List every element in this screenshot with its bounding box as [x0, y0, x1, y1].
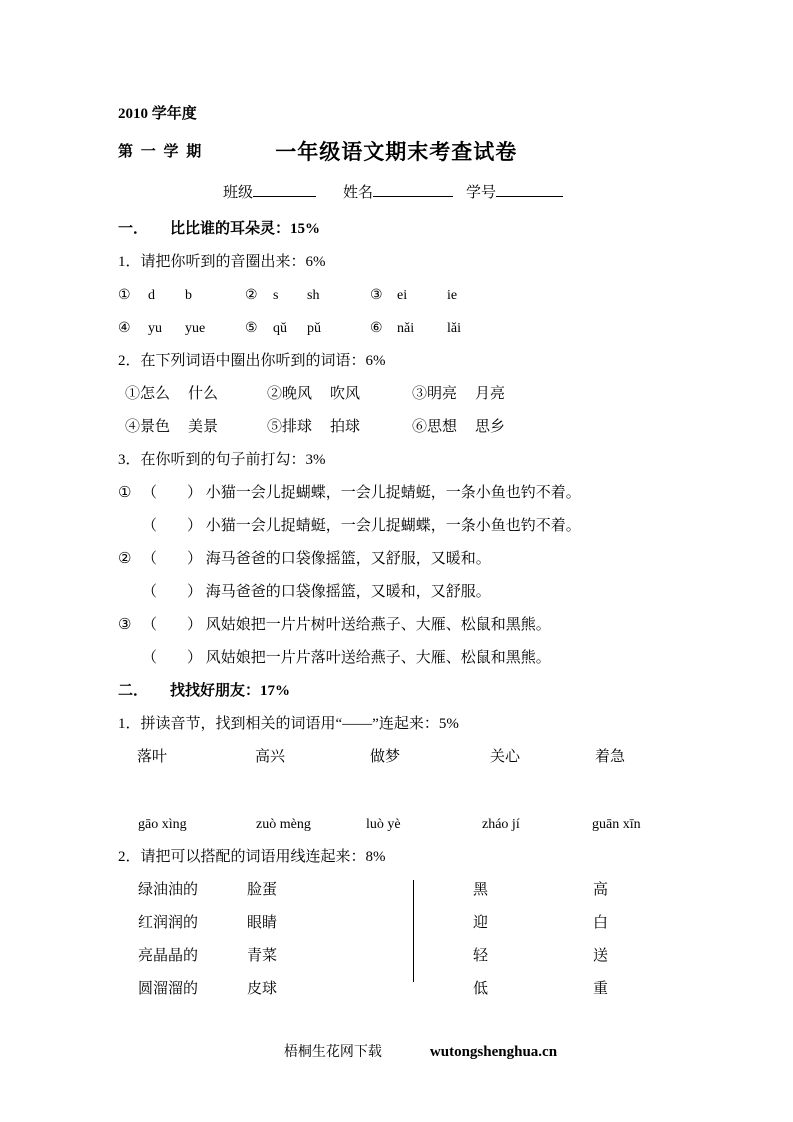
pairing-row — [118, 940, 723, 973]
item-number: ⑤ — [245, 321, 258, 336]
pairing-row — [118, 907, 723, 940]
word-option: 吹风 — [330, 386, 361, 402]
sound-option: sh — [307, 288, 320, 303]
section1-q1-label: 1．请把你听到的音圈出来：6% — [118, 254, 326, 270]
section2-number: 二． — [118, 683, 149, 699]
sentence-row — [118, 609, 723, 642]
sound-options-row-2 — [118, 312, 723, 345]
sentence-text: （ ） 海马爸爸的口袋像摇篮，又暖和，又舒服。 — [142, 584, 491, 600]
footer-site-name: 梧桐生花网下载 — [283, 1045, 382, 1060]
name-label: 姓名 — [343, 185, 374, 201]
word-option: ⑥思想 — [412, 419, 458, 435]
pair-word: 轻 — [473, 948, 489, 964]
match-word: 高兴 — [255, 749, 286, 765]
match-word: 做梦 — [370, 749, 401, 765]
item-number: ④ — [118, 321, 131, 336]
pair-word: 青菜 — [247, 948, 278, 964]
section1-number: 一． — [118, 221, 149, 237]
sentence-number — [118, 510, 142, 543]
title-row — [118, 131, 723, 173]
pairing-row — [118, 874, 723, 907]
footer-site-url: wutongshenghua.cn — [429, 1044, 558, 1060]
pinyin-syllable: zháo jí — [482, 817, 520, 832]
sentence-row — [118, 642, 723, 675]
pinyin-syllable: luò yè — [366, 817, 401, 832]
sentence-text: （ ） 风姑娘把一片片落叶送给燕子、大雁、松鼠和黑熊。 — [142, 650, 551, 666]
pair-word: 皮球 — [247, 981, 278, 997]
item-number: ③ — [370, 288, 383, 303]
student-id-label: 学号 — [466, 185, 497, 201]
item-number: ① — [118, 288, 131, 303]
sound-option: d — [148, 288, 155, 303]
sentence-row — [118, 543, 723, 576]
pair-word: 绿油油的 — [138, 882, 199, 898]
section1-q3-label: 3．在你听到的句子前打勾：3% — [118, 452, 326, 468]
pair-word: 黑 — [473, 882, 489, 898]
word-option: ⑤排球 — [267, 419, 313, 435]
sound-option: ei — [397, 288, 408, 303]
pair-word: 圆溜溜的 — [138, 981, 199, 997]
pinyin-syllable: gāo xìng — [138, 817, 187, 832]
pair-word: 眼睛 — [247, 915, 278, 931]
match-word: 落叶 — [137, 749, 168, 765]
sentence-number — [118, 642, 142, 675]
word-option: 月亮 — [475, 386, 506, 402]
section2-q2-label: 2．请把可以搭配的词语用线连起来：8% — [118, 849, 386, 865]
pinyin-row — [118, 808, 723, 841]
word-option: 拍球 — [330, 419, 361, 435]
sentence-number: ③ — [118, 617, 132, 633]
pinyin-syllable: zuò mèng — [256, 817, 311, 832]
sound-options-row-1 — [118, 279, 723, 312]
class-label: 班级 — [223, 185, 254, 201]
word-option: ④景色 — [125, 419, 171, 435]
sentence-number: ① — [118, 485, 132, 501]
pinyin-syllable: guān xīn — [592, 817, 641, 832]
sentence-row — [118, 510, 723, 543]
word-option: ③明亮 — [412, 386, 458, 402]
word-option: 什么 — [188, 386, 219, 402]
page-title: 一年级语文期末考查试卷 — [275, 140, 518, 164]
sound-option: pǔ — [307, 321, 321, 336]
pairing-row — [118, 973, 723, 1006]
name-blank-line — [373, 181, 453, 197]
sentence-text: （ ） 风姑娘把一片片树叶送给燕子、大雁、松鼠和黑熊。 — [142, 617, 551, 633]
pair-word: 红润润的 — [138, 915, 199, 931]
word-option: 思乡 — [475, 419, 506, 435]
word-option: ①怎么 — [125, 386, 171, 402]
sentence-number — [118, 576, 142, 609]
sentence-number: ② — [118, 551, 132, 567]
match-word: 着急 — [595, 749, 626, 765]
sound-option: ie — [447, 288, 458, 303]
student-info-row — [223, 173, 723, 213]
sentence-text: （ ） 小猫一会儿捉蝴蝶，一会儿捉蜻蜓，一条小鱼也钓不着。 — [142, 485, 581, 501]
sentence-row — [118, 477, 723, 510]
sentence-text: （ ） 海马爸爸的口袋像摇篮，又舒服，又暖和。 — [142, 551, 491, 567]
section1-title: 比比谁的耳朵灵：15% — [170, 221, 321, 237]
section1-heading — [118, 213, 723, 246]
pair-word: 脸蛋 — [247, 882, 278, 898]
sentence-text: （ ） 小猫一会儿捉蜻蜓，一会儿捉蝴蝶，一条小鱼也钓不着。 — [142, 518, 581, 534]
sound-option: yu — [148, 321, 162, 336]
pair-word: 重 — [593, 981, 609, 997]
section2-title: 找找好朋友：17% — [170, 683, 291, 699]
sound-option: s — [273, 288, 279, 303]
class-blank-line — [253, 181, 316, 197]
matching-words-row — [118, 741, 723, 774]
sound-option: qǔ — [273, 321, 287, 336]
pair-word: 送 — [593, 948, 609, 964]
semester-label: 第 一 学 期 — [118, 144, 204, 160]
word-option: 美景 — [188, 419, 219, 435]
pair-word: 亮晶晶的 — [138, 948, 199, 964]
pair-word: 白 — [593, 915, 609, 931]
pair-word: 高 — [593, 882, 609, 898]
matching-gap — [118, 774, 723, 808]
section2-q1-label: 1．拼读音节，找到相关的词语用“——”连起来：5% — [118, 716, 459, 732]
section2-heading — [118, 675, 723, 708]
pair-word: 迎 — [473, 915, 489, 931]
pair-word: 低 — [473, 981, 489, 997]
student-id-blank-line — [496, 181, 563, 197]
sound-option: lǎi — [447, 321, 461, 336]
pairing-block — [118, 874, 723, 1006]
sound-option: nǎi — [397, 321, 415, 336]
section1-q2-label: 2．在下列词语中圈出你听到的词语：6% — [118, 353, 386, 369]
match-word: 关心 — [490, 749, 521, 765]
page-footer — [118, 1036, 723, 1069]
item-number: ⑥ — [370, 321, 383, 336]
sound-option: b — [185, 288, 192, 303]
word-options-row-1 — [118, 378, 723, 411]
sentence-row — [118, 576, 723, 609]
word-options-row-2 — [118, 411, 723, 444]
sound-option: yue — [185, 321, 206, 336]
school-year-label: 2010 学年度 — [118, 106, 197, 122]
word-option: ②晚风 — [267, 386, 313, 402]
item-number: ② — [245, 288, 258, 303]
